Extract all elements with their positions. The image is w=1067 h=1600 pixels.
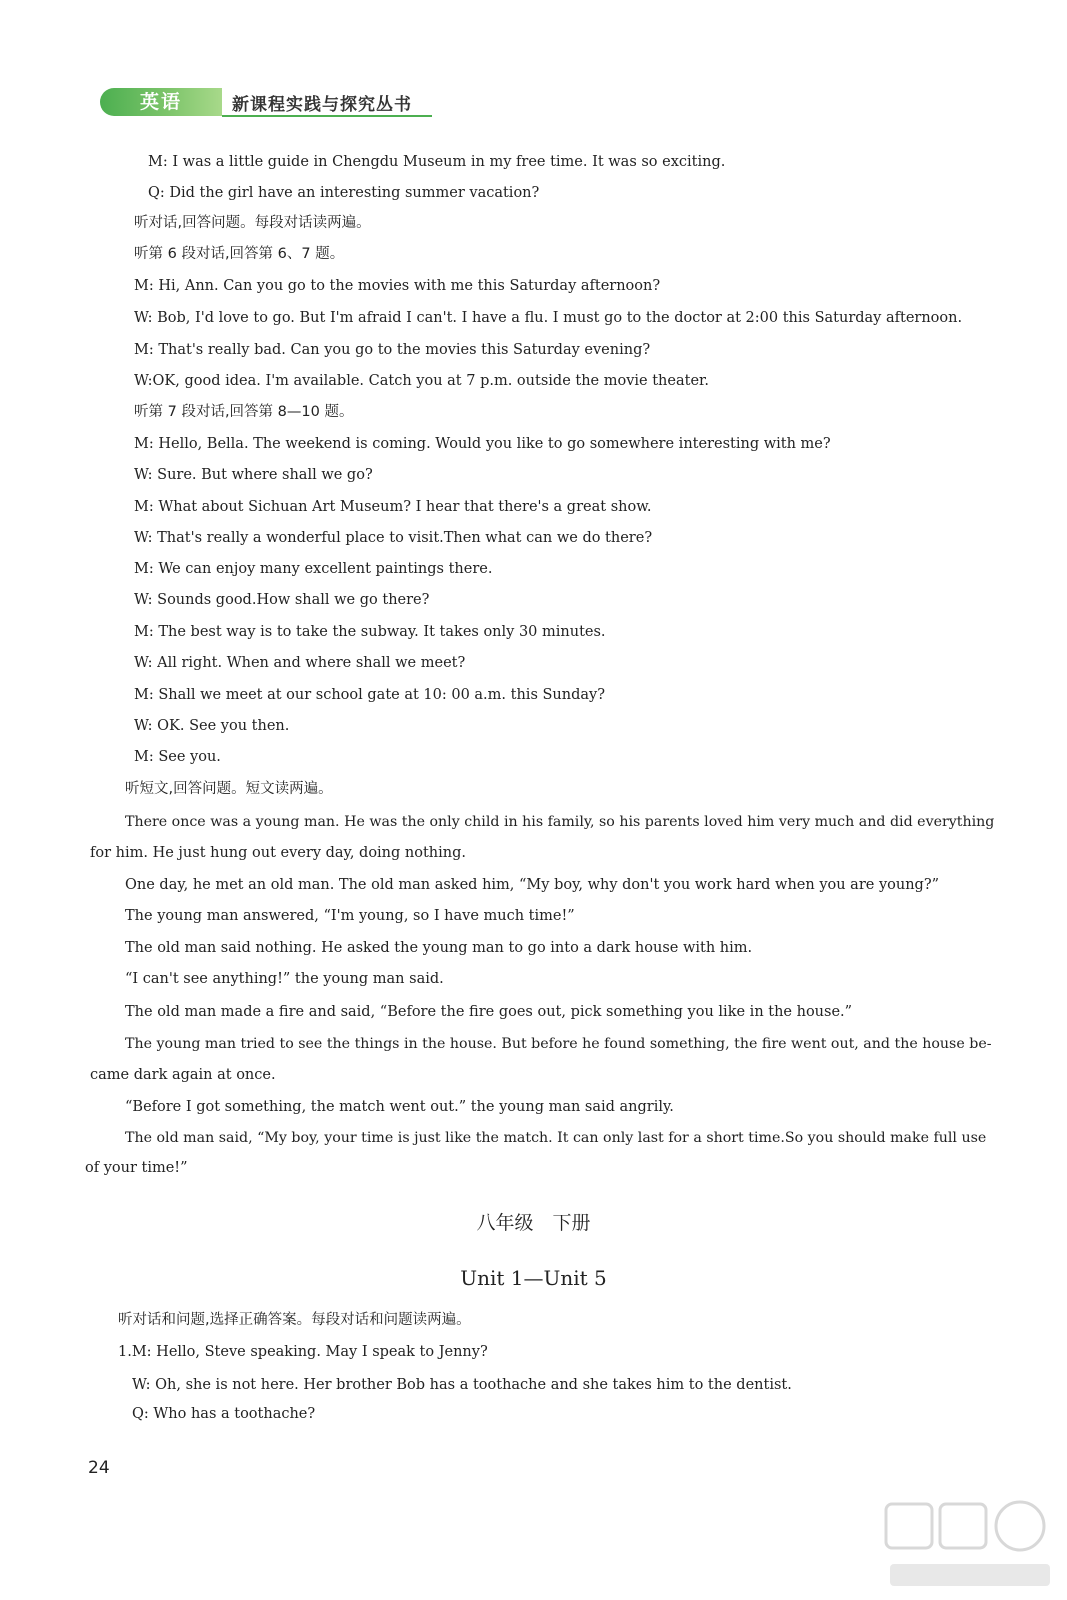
passage-line: The old man said nothing. He asked the young man to go into a dark house with him. bbox=[125, 940, 753, 956]
instruction-line: 听第 7 段对话,回答第 8—10 题。 bbox=[134, 404, 354, 420]
transcript-line: M: See you. bbox=[134, 749, 221, 765]
transcript-line: M: I was a little guide in Chengdu Museum in my free time. It was so exciting. bbox=[148, 154, 726, 170]
instruction-line: 听短文,回答问题。短文读两遍。 bbox=[125, 781, 333, 797]
passage-line: The young man tried to see the things in the house. But before he found something, the fire went out, and the house be- bbox=[125, 1036, 992, 1052]
page-number: 24 bbox=[88, 1458, 110, 1478]
transcript-line: Q: Who has a toothache? bbox=[132, 1406, 316, 1422]
passage-line: There once was a young man. He was the only child in his family, so his parents loved him very much and did everything bbox=[125, 814, 995, 830]
transcript-line: W: Sure. But where shall we go? bbox=[134, 467, 373, 483]
passage-line: for him. He just hung out every day, doing nothing. bbox=[90, 845, 467, 861]
passage-line: The young man answered, “I'm young, so I have much time!” bbox=[125, 908, 575, 924]
transcript-line: W: Oh, she is not here. Her brother Bob has a toothache and she takes him to the dentist. bbox=[132, 1377, 792, 1393]
instruction-line: 听对话,回答问题。每段对话读两遍。 bbox=[134, 215, 371, 231]
transcript-line: W: Sounds good.How shall we go there? bbox=[134, 592, 430, 608]
passage-line: “I can't see anything!” the young man said. bbox=[125, 971, 444, 987]
instruction-line: 听第 6 段对话,回答第 6、7 题。 bbox=[134, 246, 345, 262]
passage-line: The old man said, “My boy, your time is just like the match. It can only last for a short time.So you should make full use bbox=[125, 1130, 987, 1146]
passage-line: The old man made a fire and said, “Before the fire goes out, pick something you like in the house.” bbox=[125, 1004, 853, 1020]
transcript-line: Q: Did the girl have an interesting summer vacation? bbox=[148, 185, 540, 201]
transcript-line: W: That's really a wonderful place to visit.Then what can we do there? bbox=[134, 530, 653, 546]
subject-badge: 英语 bbox=[100, 88, 222, 116]
transcript-line: M: Hi, Ann. Can you go to the movies with me this Saturday afternoon? bbox=[134, 278, 661, 294]
passage-line: One day, he met an old man. The old man asked him, “My boy, why don't you work hard when you are young?” bbox=[125, 877, 940, 893]
transcript-line: M: Shall we meet at our school gate at 10: 00 a.m. this Sunday? bbox=[134, 687, 605, 703]
unit-heading: Unit 1—Unit 5 bbox=[460, 1266, 607, 1290]
transcript-line: W:OK, good idea. I'm available. Catch you at 7 p.m. outside the movie theater. bbox=[134, 373, 709, 389]
passage-line: of your time!” bbox=[85, 1160, 188, 1176]
transcript-line: W: Bob, I'd love to go. But I'm afraid I can't. I have a flu. I must go to the doctor at 2:00 this Saturday afternoon. bbox=[134, 310, 963, 326]
transcript-line: 1.M: Hello, Steve speaking. May I speak to Jenny? bbox=[118, 1344, 488, 1360]
instruction-line: 听对话和问题,选择正确答案。每段对话和问题读两遍。 bbox=[118, 1312, 471, 1328]
grade-heading: 八年级 下册 bbox=[476, 1212, 591, 1234]
series-title: 新课程实践与探究丛书 bbox=[232, 95, 412, 115]
transcript-line: M: We can enjoy many excellent paintings there. bbox=[134, 561, 493, 577]
watermark-logo-icon bbox=[880, 1500, 1060, 1595]
transcript-line: M: That's really bad. Can you go to the movies this Saturday evening? bbox=[134, 342, 651, 358]
transcript-line: M: What about Sichuan Art Museum? I hear that there's a great show. bbox=[134, 499, 652, 515]
transcript-line: M: The best way is to take the subway. It takes only 30 minutes. bbox=[134, 624, 606, 640]
page-header bbox=[100, 88, 440, 118]
transcript-line: W: All right. When and where shall we meet? bbox=[134, 655, 466, 671]
header-rule bbox=[222, 115, 432, 117]
transcript-line: M: Hello, Bella. The weekend is coming. Would you like to go somewhere interesting with me? bbox=[134, 436, 831, 452]
passage-line: “Before I got something, the match went out.” the young man said angrily. bbox=[125, 1099, 674, 1115]
passage-line: came dark again at once. bbox=[90, 1067, 276, 1083]
transcript-line: W: OK. See you then. bbox=[134, 718, 290, 734]
